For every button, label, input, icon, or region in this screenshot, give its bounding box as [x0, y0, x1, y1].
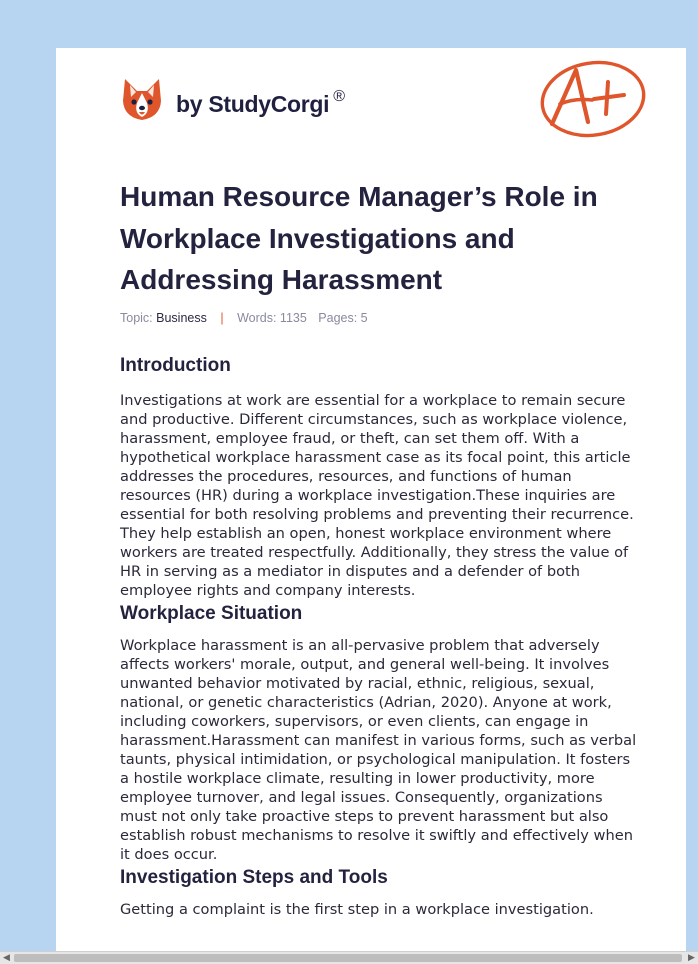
section-text-workplace-situation: Workplace harassment is an all-pervasive problem that adversely affects workers' morale, output, and general well-being. It involves unwanted behavior motivated by racial, ethnic, religious, sexual, national, or genetic characteristics (Adrian, 2020). Anyone at work, including coworkers, supervisors, or even clients, can engage in harassment.Harassment can manifest in various forms, such as verbal taunts, physical intimidation, or psychological manipulation. It fosters a hostile workplace climate, resulting in lower productivity, more employee turnover, and legal issues. Consequently, organizations must not only take proactive steps to prevent harassment but also establish robust mechanisms to resolve it swiftly and effectively when it does occur. [120, 637, 637, 863]
scrollbar-thumb[interactable] [14, 954, 682, 962]
word-count: Words: 1135 [237, 311, 307, 325]
studycorgi-logo[interactable] [122, 76, 345, 122]
document-title: Human Resource Manager’s Role in Workplace Investigations and Addressing Harassment [120, 181, 598, 295]
topic-label: Topic: [120, 311, 153, 325]
section-text-investigation-steps: Getting a complaint is the first step in a workplace investigation. [120, 901, 594, 918]
a-plus-badge [536, 58, 648, 146]
document-page [56, 48, 686, 951]
document-meta [120, 311, 368, 325]
grade-a-plus-icon [536, 58, 648, 142]
scroll-left-icon[interactable]: ◀ [3, 953, 10, 963]
section-heading-investigation-steps: Investigation Steps and Tools [120, 867, 388, 888]
scroll-right-icon[interactable]: ▶ [688, 953, 695, 963]
section-heading-introduction: Introduction [120, 355, 231, 376]
page-count: Pages: 5 [318, 311, 368, 325]
brand-name: by StudyCorgi ® [176, 87, 345, 117]
meta-separator: | [220, 311, 224, 325]
document-body [120, 352, 640, 919]
section-heading-workplace-situation: Workplace Situation [120, 603, 303, 624]
topic-link[interactable]: Business [156, 311, 207, 325]
corgi-icon [122, 77, 162, 121]
section-text-introduction: Investigations at work are essential for a workplace to remain secure and productive. Different circumstances, such as workplace violence, harassment, employee fraud, or theft, can set them off. With a hypothetical workplace harassment case as its focal point, this article addresses the procedures, resources, and functions of human resources (HR) during a workplace investigation.These inquiries are essential for both resolving problems and preventing their recurrence. They help establish an open, honest workplace environment where workers are treated respectfully. Additionally, they stress the value of HR in serving as a mediator in disputes and a defender of both employee rights and company interests. [120, 392, 634, 599]
horizontal-scrollbar[interactable] [0, 951, 698, 964]
